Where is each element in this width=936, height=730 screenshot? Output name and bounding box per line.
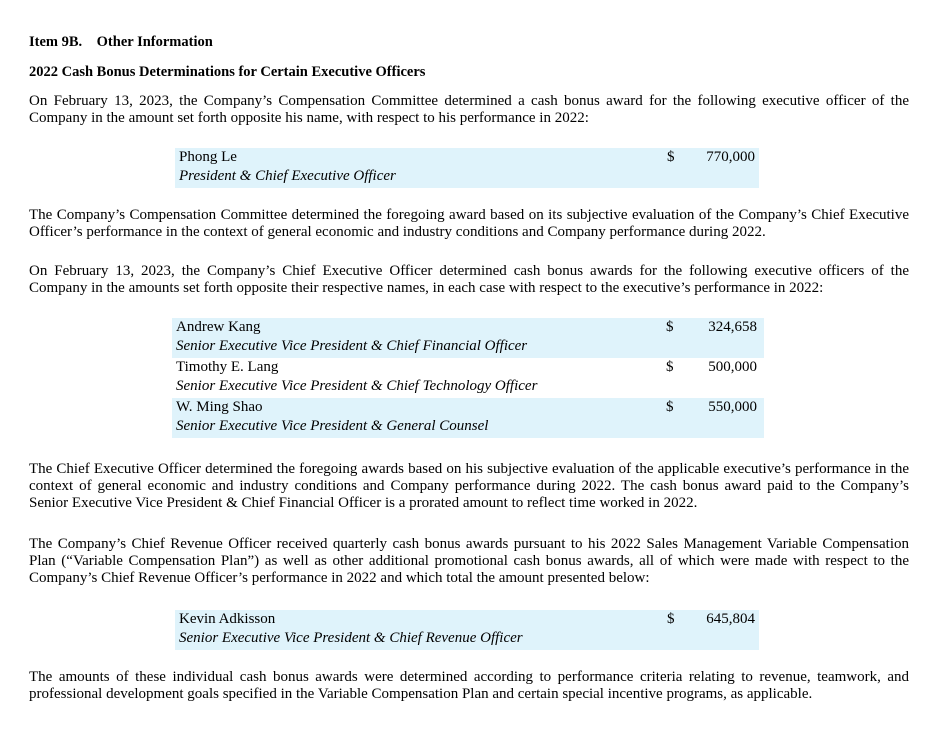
item-heading: Item 9B. Other Information	[29, 34, 213, 50]
executive-title: President & Chief Executive Officer	[179, 168, 396, 184]
currency-symbol: $	[667, 149, 675, 165]
executive-title: Senior Executive Vice President & Chief Technology Officer	[176, 378, 538, 394]
table-row	[172, 318, 764, 358]
paragraph-ceo-evaluation: The Chief Executive Officer determined the foregoing awards based on his subjective evaluation of the applicable executive’s performance in the context of general economic and industry conditions and Company performance during 2022. The cash bonus award paid to the Company’s Senior Executive Vice President & Chief Financial Officer is a prorated amount to reflect time worked in 2022.	[29, 461, 909, 511]
paragraph-award-criteria: The amounts of these individual cash bonus awards were determined according to performance criteria relating to revenue, teamwork, and professional development goals specified in the Variable Compensation Plan and certain special incentive programs, as applicable.	[29, 669, 909, 702]
executives-bonus-table	[172, 318, 764, 438]
currency-symbol: $	[666, 319, 674, 335]
executive-name: W. Ming Shao	[176, 399, 263, 415]
ceo-bonus-table	[175, 148, 759, 187]
bonus-amount: 770,000	[706, 149, 755, 165]
table-row	[175, 610, 759, 650]
table-row	[172, 358, 764, 398]
currency-symbol: $	[666, 359, 674, 375]
currency-symbol: $	[666, 399, 674, 415]
bonus-amount: 500,000	[708, 359, 757, 375]
currency-symbol: $	[667, 611, 675, 627]
table-row	[172, 398, 764, 438]
paragraph-executives-intro: On February 13, 2023, the Company’s Chief Executive Officer determined cash bonus awards for the following executive officers of the Company in the amounts set forth opposite their respective names, in each case with respect to the executive’s performance in 2022:	[29, 263, 909, 296]
executive-name: Timothy E. Lang	[176, 359, 279, 375]
executive-name: Kevin Adkisson	[179, 611, 276, 627]
executive-title: Senior Executive Vice President & Chief Financial Officer	[176, 338, 528, 354]
executive-name: Andrew Kang	[176, 319, 261, 335]
paragraph-cro-plan: The Company’s Chief Revenue Officer received quarterly cash bonus awards pursuant to his 2022 Sales Management Variable Compensation Plan (“Variable Compensation Plan”) as well as other additional promotional cash bonus awards, all of which were made with respect to the Company’s Chief Revenue Officer’s performance in 2022 and which total the amount presented below:	[29, 536, 909, 586]
executive-title: Senior Executive Vice President & General Counsel	[176, 418, 489, 434]
executive-title: Senior Executive Vice President & Chief Revenue Officer	[179, 630, 523, 646]
section-subheading: 2022 Cash Bonus Determinations for Certain Executive Officers	[29, 64, 426, 80]
executive-name: Phong Le	[179, 149, 237, 165]
paragraph-ceo-intro: On February 13, 2023, the Company’s Compensation Committee determined a cash bonus award for the following executive officer of the Company in the amount set forth opposite his name, with respect to his performance in 2022:	[29, 93, 909, 126]
bonus-amount: 645,804	[706, 611, 755, 627]
cro-bonus-table	[175, 610, 759, 649]
paragraph-committee-evaluation: The Company’s Compensation Committee determined the foregoing award based on its subjective evaluation of the Company’s Chief Executive Officer’s performance in the context of general economic and industry conditions and Company performance during 2022.	[29, 207, 909, 240]
bonus-amount: 550,000	[708, 399, 757, 415]
bonus-amount: 324,658	[708, 319, 757, 335]
table-row	[175, 148, 759, 188]
